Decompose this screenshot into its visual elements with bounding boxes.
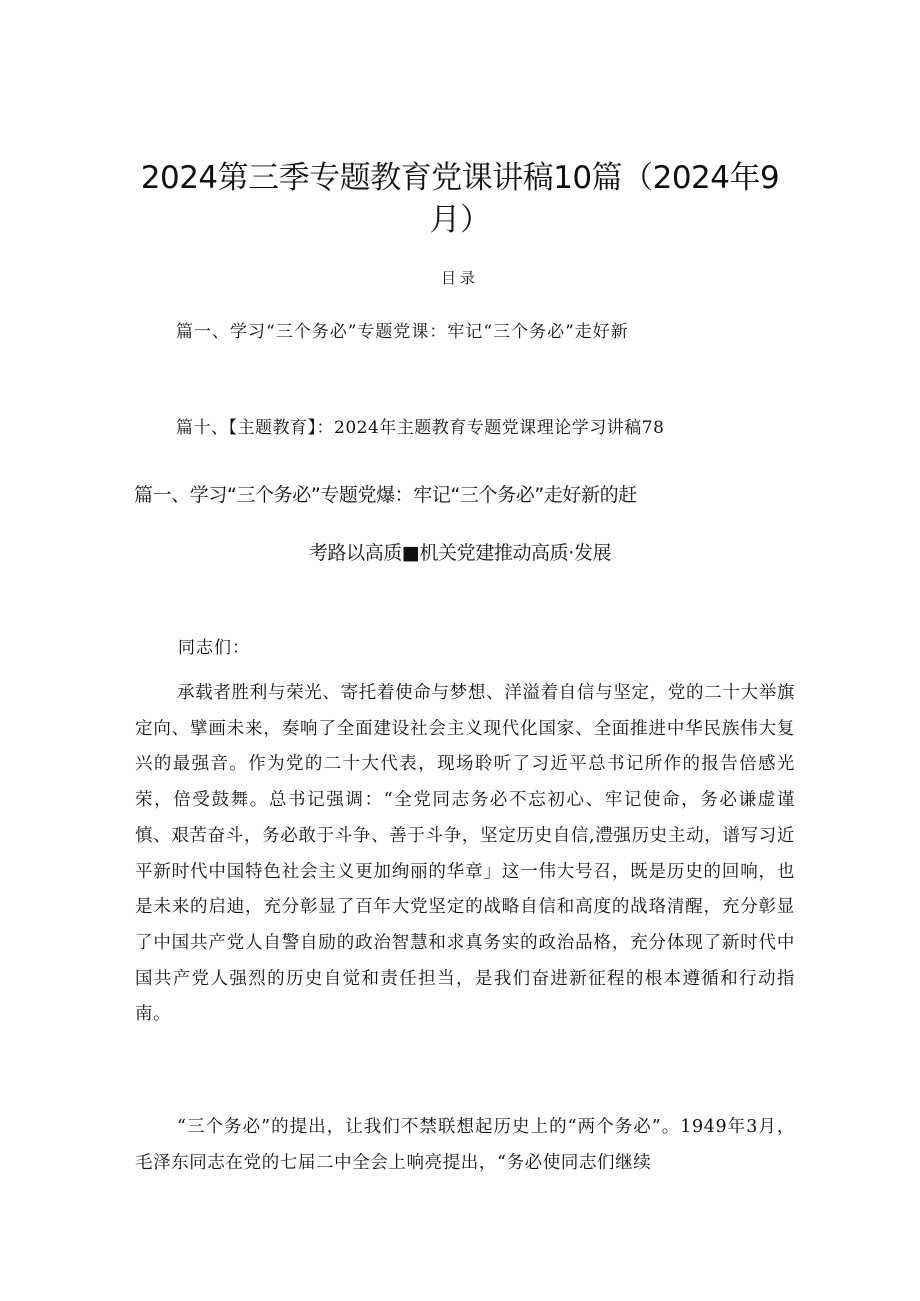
document-title: 2024第三季专题教育党课讲稿10篇（2024年9月） (140, 159, 780, 238)
body-paragraph: “三个务必”的提出，让我们不禁联想起历史上的“两个务必”。1949年3月，毛泽东同志在党的七届二中全会上响亮提出，“务必使同志们继续 (135, 1117, 795, 1173)
section-title-line-1: 篇一、学习“三个务必”专题党爆：牢记“三个务必”走好新的赶 (134, 484, 637, 506)
toc-heading: 目录 (440, 269, 479, 287)
body-paragraph: 承载者胜利与荣光、寄托着使命与梦想、洋溢着自信与坚定，党的二十大举旗定向、擘画未来，奏响了全面建设社会主义现代化国家、全面推进中华民族伟大复兴的最强音。作为党的二十大代表，现场聆听了习近平总书记所作的报告倍感光荣，倍受鼓舞。总书记强调：“全党同志务必不忘初心、牢记使命，务必谦虚谨慎、艰苦奋斗，务必敢于斗争、善于斗争，坚定历史自信,澧强历史主动，谱写习近平新时代中国特色社会主义更加绚丽的华章」这一伟大号召，既是历史的回响，也是未来的启迪，充分彰显了百年大党坚定的战略自信和高度的战珞清醒，充分彰显了中国共产党人自警自励的政治智慧和求真务实的政治品格，充分体现了新时代中国共产党人强烈的历史自觉和责任担当，是我们奋进新征程的根本遵循和行动指南。 (135, 683, 795, 1025)
greeting: 同志们： (178, 638, 250, 658)
section-title-line-2: 考路以高质■机关党建推动高质·发展 (308, 542, 612, 564)
toc-item[interactable]: 篇十、【主题教育】：2024年主题教育专题党课理论学习讲稿78 (176, 418, 665, 438)
toc-item[interactable]: 篇一、学习“三个务必”专题党课：牢记“三个务必”走好新 (176, 322, 629, 342)
